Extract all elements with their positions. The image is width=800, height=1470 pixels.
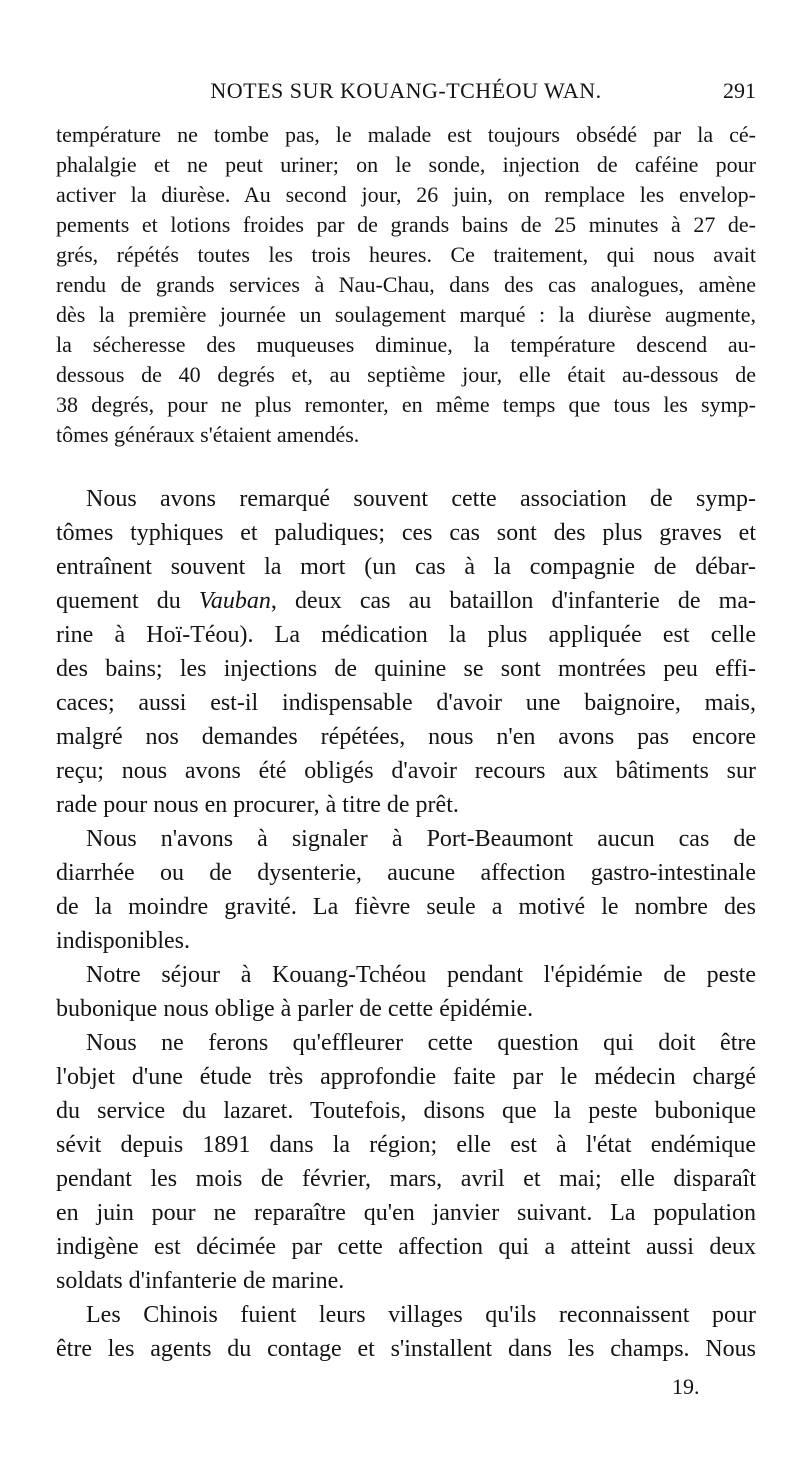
text-line: l'objet d'une étude très approfondie faite par le médecin chargé [56,1064,756,1090]
text-line: du service du lazaret. Toutefois, disons que la peste bubonique [56,1098,756,1124]
text-line: bubonique nous oblige à parler de cette épidémie. [56,996,534,1022]
text-line: indisponibles. [56,928,191,954]
text-line: rine à Hoï-Téou). La médication la plus appliquée est celle [56,622,756,648]
text-line: soldats d'infanterie de marine. [56,1268,345,1294]
text-line: 38 degrés, pour ne plus remonter, en même temps que tous les symp- [56,392,756,417]
text-line: Nous avons remarqué souvent cette association de symp- [86,486,756,512]
text-line: en juin pour ne reparaître qu'en janvier suivant. La population [56,1200,756,1226]
text-line: la sécheresse des muqueuses diminue, la température descend au- [56,332,756,357]
text-line: rade pour nous en procurer, à titre de prêt. [56,792,459,818]
text-line: rendu de grands services à Nau-Chau, dans des cas analogues, amène [56,272,756,297]
text-line: pements et lotions froides par de grands bains de 25 minutes à 27 de- [56,212,756,237]
text-line: Les Chinois fuient leurs villages qu'ils reconnaissent pour [86,1302,756,1328]
text-line: malgré nos demandes répétées, nous n'en avons pas encore [56,724,756,750]
text-line: grés, répétés toutes les trois heures. Ce traitement, qui nous avait [56,242,756,267]
text-line: des bains; les injections de quinine se sont montrées peu effi- [56,656,756,682]
text-line: Notre séjour à Kouang-Tchéou pendant l'épidémie de peste [86,962,756,988]
text-line: être les agents du contage et s'installent dans les champs. Nous [56,1336,756,1362]
ship-name: Vauban [198,588,271,614]
text-line: phalalgie et ne peut uriner; on le sonde, injection de caféine pour [56,152,756,177]
text-line: caces; aussi est-il indispensable d'avoir une baignoire, mais, [56,690,756,716]
text-line: diarrhée ou de dysenterie, aucune affection gastro-intestinale [56,860,756,886]
text-line: Nous ne ferons qu'effleurer cette question qui doit être [86,1030,756,1056]
text-line: dessous de 40 degrés et, au septième jour, elle était au-dessous de [56,362,756,387]
text-line: pendant les mois de février, mars, avril et mai; elle disparaît [56,1166,756,1192]
text-line: indigène est décimée par cette affection qui a atteint aussi deux [56,1234,756,1260]
text-line: tômes typhiques et paludiques; ces cas sont des plus graves et [56,520,756,546]
text-line: sévit depuis 1891 dans la région; elle est à l'état endémique [56,1132,756,1158]
running-header [56,78,756,108]
text-line: température ne tombe pas, le malade est toujours obsédé par la cé- [56,122,756,147]
text-line: tômes généraux s'étaient amendés. [56,422,360,447]
text-line: reçu; nous avons été obligés d'avoir recours aux bâtiments sur [56,758,756,784]
text-line: activer la diurèse. Au second jour, 26 juin, on remplace les envelop- [56,182,756,207]
running-title: NOTES SUR KOUANG-TCHÉOU WAN. [210,78,602,103]
text-line: dès la première journée un soulagement marqué : la diurèse augmente, [56,302,756,327]
text-line: entraînent souvent la mort (un cas à la compagnie de débar- [56,554,756,580]
text-line: de la moindre gravité. La fièvre seule a motivé le nombre des [56,894,756,920]
signature-mark: 19. [672,1374,700,1399]
page-number: 291 [723,78,756,103]
text-line: quement du Vauban, deux cas au bataillon d'infanterie de ma- [56,588,756,614]
text-line: Nous n'avons à signaler à Port-Beaumont aucun cas de [86,826,756,852]
